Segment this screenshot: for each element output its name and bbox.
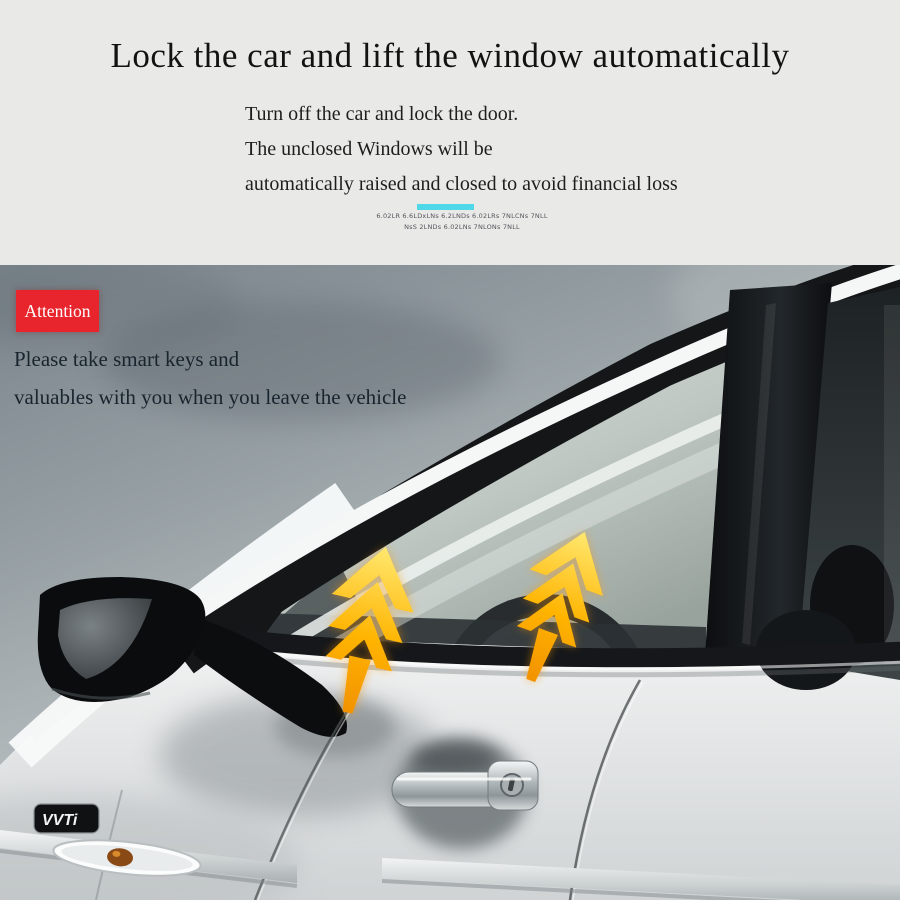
badge-label: VVTi [42,812,78,829]
notice-line: valuables with you when you leave the vehicle [14,385,407,409]
header-block [0,0,900,265]
subtitle-line: Turn off the car and lock the door. [245,103,519,125]
notice-line: Please take smart keys and [14,347,240,371]
subtitle-line: The unclosed Windows will be [245,138,493,160]
page-title: Lock the car and lift the window automatically [110,36,790,75]
attention-badge: Attention [16,290,99,332]
vvt-badge [34,804,99,833]
fine-print-line: NsS 2LNDs 6.02LNs 7NLONs 7NLL [404,223,520,231]
fine-print-line: 6.02LR 6.6LDxLNs 6.2LNDs 6.02LRs 7NLCNs 7NLL [376,212,548,220]
subtitle-line: automatically raised and closed to avoid financial loss [245,173,678,195]
cyan-accent-bar [417,204,474,210]
